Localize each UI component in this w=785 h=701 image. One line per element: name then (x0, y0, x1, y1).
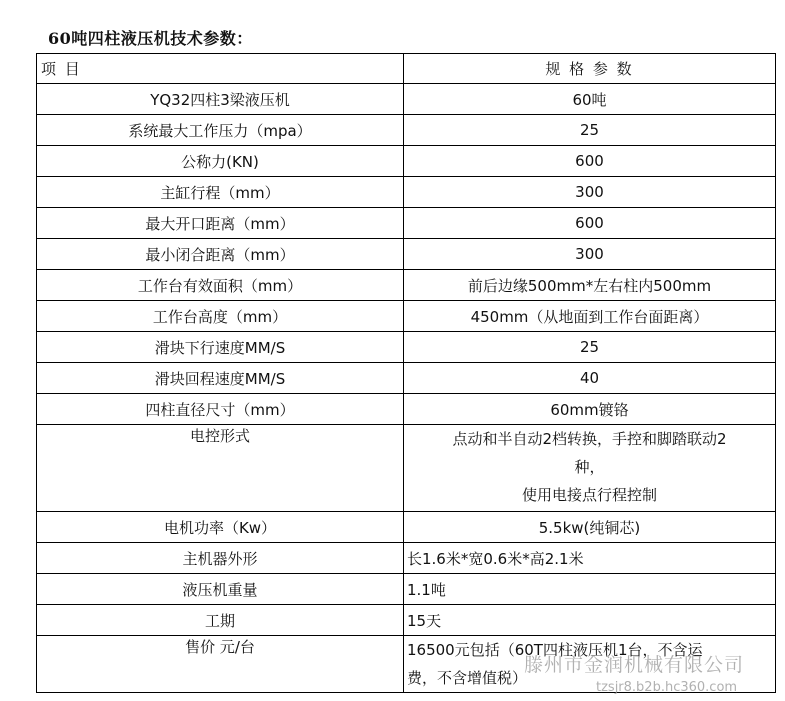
table-row (37, 394, 776, 425)
value-cell: 前后边缘500mm*左右柱内500mm (404, 270, 776, 301)
header-spec-cell (404, 54, 776, 84)
item-cell: 滑块回程速度MM/S (37, 363, 404, 394)
table-row (37, 332, 776, 363)
page-title: 60吨四柱液压机技术参数： (48, 29, 253, 48)
item-cell: 液压机重量 (37, 574, 404, 605)
watermark-company: 滕州市金润机械有限公司 (524, 654, 745, 676)
header-item-cell (37, 54, 404, 84)
item-cell: 工作台有效面积（mm） (37, 270, 404, 301)
value-cell: 40 (404, 363, 776, 394)
table-header-row (37, 54, 776, 84)
table-row (37, 543, 776, 574)
value-line: 使用电接点行程控制 (521, 486, 657, 504)
item-cell: 滑块下行速度MM/S (37, 332, 404, 363)
value-cell: 25 (404, 115, 776, 146)
item-cell: 工作台高度（mm） (37, 301, 404, 332)
table-row (37, 239, 776, 270)
value-cell: 5.5kw(纯铜芯) (404, 512, 776, 543)
value-line: 点动和半自动2档转换，手控和脚踏联动2 (452, 430, 727, 448)
value-cell: 60吨 (404, 84, 776, 115)
value-cell: 600 (404, 146, 776, 177)
header-spec-label: 规 格 参 数 (545, 60, 634, 78)
value-line: 种， (574, 458, 605, 476)
item-cell: 公称力(KN) (37, 146, 404, 177)
item-cell: 售价 元/台 (37, 636, 404, 693)
item-cell: YQ32四柱3梁液压机 (37, 84, 404, 115)
value-cell: 长1.6米*宽0.6米*高2.1米 (404, 543, 776, 574)
item-cell: 工期 (37, 605, 404, 636)
item-cell: 四柱直径尺寸（mm） (37, 394, 404, 425)
table-row (37, 574, 776, 605)
table-row (37, 270, 776, 301)
value-cell: 300 (404, 239, 776, 270)
table-row (37, 363, 776, 394)
value-cell: 25 (404, 332, 776, 363)
value-cell: 1.1吨 (404, 574, 776, 605)
table-row (37, 146, 776, 177)
item-cell: 系统最大工作压力（mpa） (37, 115, 404, 146)
value-cell: 60mm镀铬 (404, 394, 776, 425)
value-cell: 300 (404, 177, 776, 208)
table-row (37, 605, 776, 636)
spec-table (36, 53, 776, 693)
value-cell: 450mm（从地面到工作台面距离） (404, 301, 776, 332)
table-row (37, 84, 776, 115)
table-row (37, 636, 776, 693)
item-cell: 电机功率（Kw） (37, 512, 404, 543)
watermark-site: tzsjr8.b2b.hc360.com (596, 680, 738, 695)
table-row (37, 425, 776, 512)
table-row (37, 512, 776, 543)
item-cell: 电控形式 (37, 425, 404, 512)
item-cell: 最大开口距离（mm） (37, 208, 404, 239)
item-cell: 主缸行程（mm） (37, 177, 404, 208)
value-cell: 15天 (404, 605, 776, 636)
table-row (37, 301, 776, 332)
value-cell (404, 425, 776, 512)
value-line: 费，不含增值税） (407, 669, 528, 687)
table-row (37, 177, 776, 208)
item-cell: 主机器外形 (37, 543, 404, 574)
value-line: 16500元包括（60T四柱液压机1台，不含运 (407, 641, 703, 659)
table-row (37, 115, 776, 146)
header-item-label: 项 目 (41, 60, 82, 78)
value-cell: 600 (404, 208, 776, 239)
item-cell: 最小闭合距离（mm） (37, 239, 404, 270)
table-row (37, 208, 776, 239)
value-cell (404, 636, 776, 693)
